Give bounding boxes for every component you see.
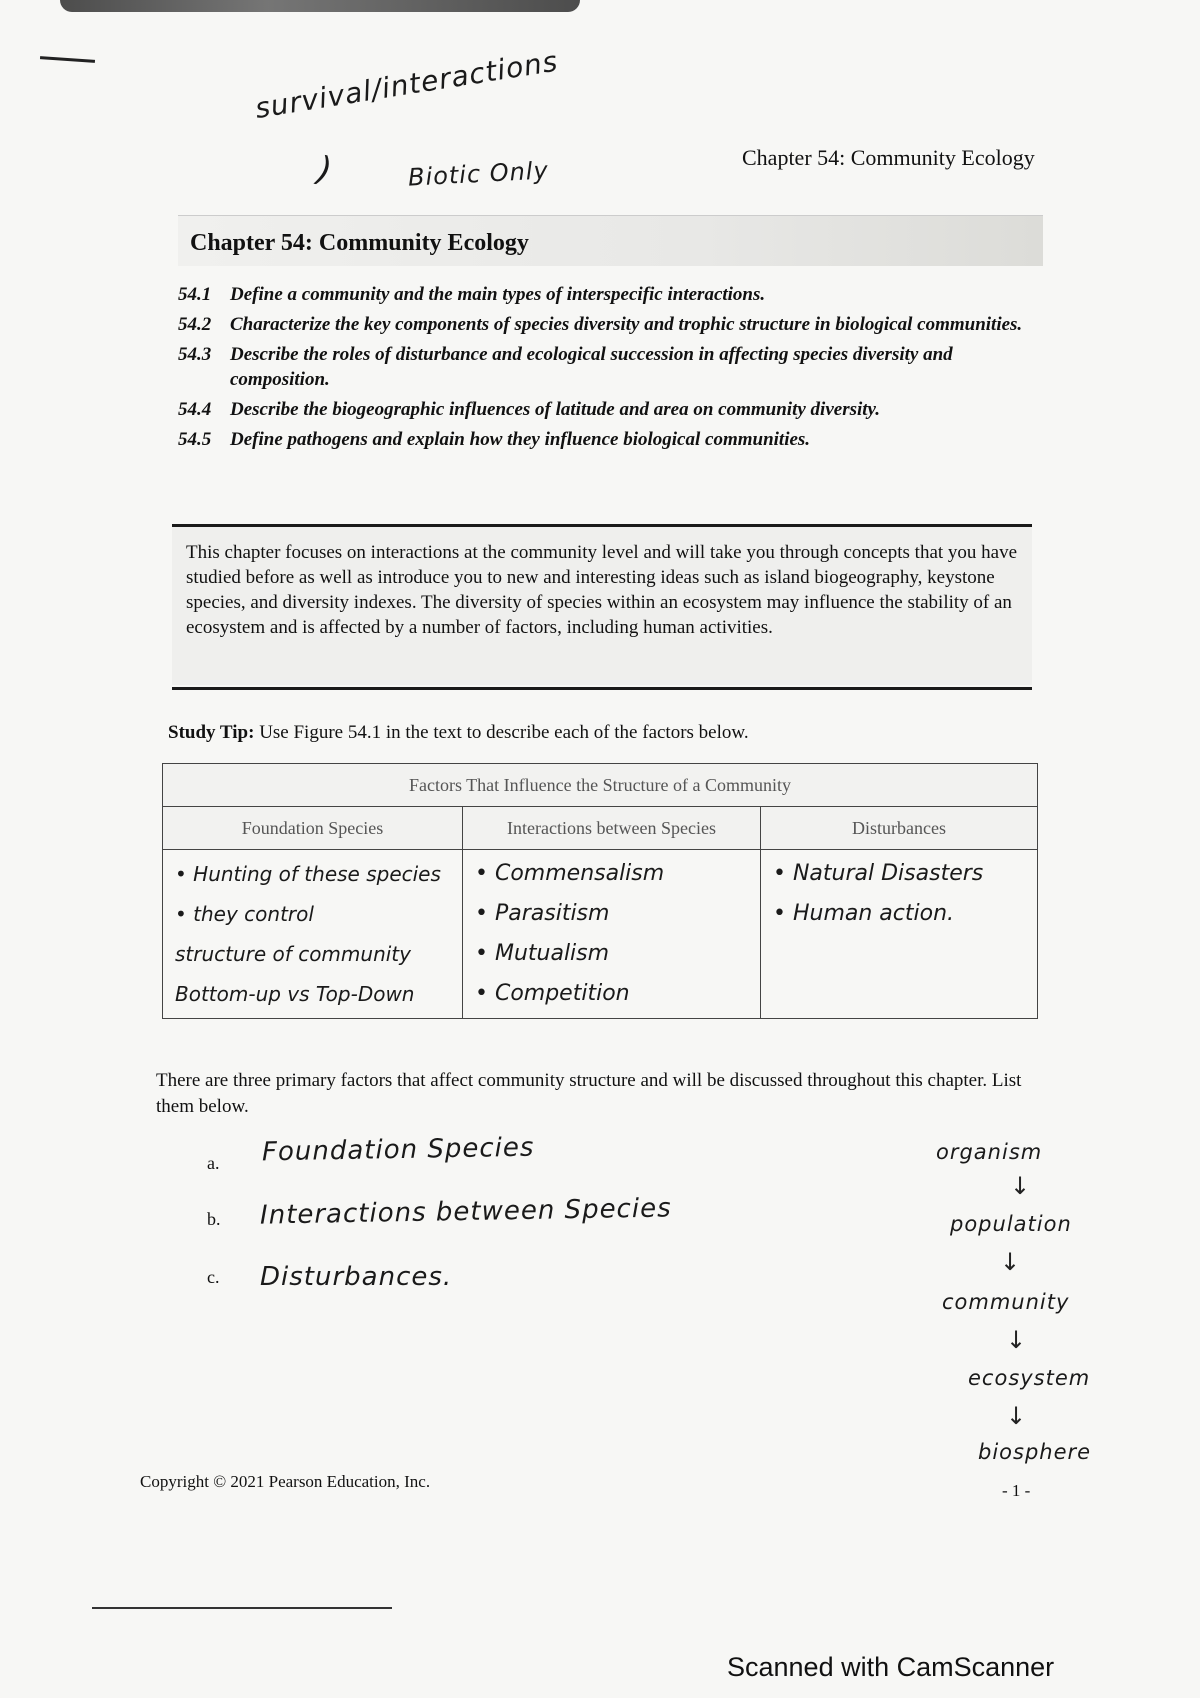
- down-arrow-icon: ↓: [1006, 1402, 1027, 1430]
- hierarchy-population: population: [950, 1212, 1072, 1236]
- objective-number: 54.1: [178, 284, 212, 305]
- objective-text: Define a community and the main types of interspecific interactions.: [230, 284, 766, 305]
- camscanner-watermark: Scanned with CamScanner: [727, 1652, 1055, 1682]
- objective-item: [178, 342, 1048, 392]
- handwritten-arrow-mark: ): [314, 149, 336, 191]
- objective-item: [178, 282, 1048, 307]
- intro-bottom-rule: [172, 687, 1032, 690]
- down-arrow-icon: ↓: [1010, 1172, 1031, 1200]
- column-header-foundation: Foundation Species: [163, 807, 463, 850]
- handwritten-answer: • Hunting of these species: [175, 862, 441, 886]
- list-letter-c: c.: [207, 1267, 220, 1287]
- handwritten-answer-a[interactable]: Foundation Species: [261, 1132, 535, 1168]
- handwritten-answer: • Mutualism: [475, 941, 610, 966]
- list-letter-b: b.: [207, 1209, 221, 1229]
- study-tip: [168, 722, 749, 744]
- objective-item: [178, 427, 1048, 452]
- column-header-disturbances: Disturbances: [761, 807, 1038, 850]
- handwritten-answer: • Competition: [475, 981, 630, 1006]
- objective-number: 54.4: [178, 399, 212, 420]
- corner-pen-mark: [40, 56, 95, 63]
- down-arrow-icon: ↓: [1000, 1248, 1021, 1276]
- learning-objectives: [178, 282, 1048, 457]
- objective-item: [178, 397, 1048, 422]
- handwritten-answer-c[interactable]: Disturbances.: [260, 1262, 453, 1292]
- handwritten-answer: • they control: [175, 902, 314, 926]
- objective-item: [178, 312, 1048, 337]
- study-tip-text: Use Figure 54.1 in the text to describe each of the factors below.: [259, 722, 749, 743]
- objective-number: 54.3: [178, 344, 212, 365]
- handwritten-answer: • Parasitism: [475, 901, 610, 926]
- handwritten-answer: Bottom-up vs Top-Down: [175, 982, 415, 1006]
- handwritten-answer: • Human action.: [773, 901, 955, 926]
- objective-number: 54.5: [178, 429, 212, 450]
- interactions-cell[interactable]: [463, 850, 761, 1019]
- page-number: - 1 -: [1002, 1481, 1031, 1500]
- handwritten-answer: structure of community: [175, 942, 411, 966]
- handwritten-top-note: survival/interactions: [252, 44, 561, 125]
- study-tip-label: Study Tip:: [168, 722, 255, 743]
- down-arrow-icon: ↓: [1006, 1326, 1027, 1354]
- column-header-interactions: Interactions between Species: [463, 807, 761, 850]
- chapter-intro-text: This chapter focuses on interactions at the community level and will take you through concepts that you have studied before as well as introduce you to new and interesting ideas such as island biogeography, keystone species, and diversity indexes. The diversity of species within an ecosystem may influence the stability of an ecosystem and is affected by a number of factors, including human activities.: [186, 542, 1018, 638]
- hierarchy-biosphere: biosphere: [978, 1440, 1092, 1464]
- bottom-pen-line: [92, 1607, 392, 1609]
- handwritten-answer: • Commensalism: [475, 861, 665, 886]
- objective-text: Define pathogens and explain how they influence biological communities.: [230, 429, 811, 450]
- hierarchy-ecosystem: ecosystem: [968, 1366, 1091, 1390]
- handwritten-biotic-note: Biotic Only: [407, 156, 550, 192]
- factors-table: [162, 763, 1038, 1019]
- objective-number: 54.2: [178, 314, 212, 335]
- scan-edge-artifact: [60, 0, 580, 12]
- chapter-title: Chapter 54: Community Ecology: [190, 230, 529, 256]
- handwritten-answer-b[interactable]: Interactions between Species: [259, 1193, 672, 1231]
- objective-text: Characterize the key components of species diversity and trophic structure in biological communities.: [230, 314, 1023, 335]
- objective-text: Describe the roles of disturbance and ecological succession in affecting species diversity and composition.: [230, 344, 953, 390]
- hierarchy-organism: organism: [936, 1140, 1043, 1164]
- factors-table-title: Factors That Influence the Structure of a Community: [163, 764, 1038, 807]
- copyright-notice: Copyright © 2021 Pearson Education, Inc.: [140, 1472, 431, 1491]
- objective-text: Describe the biogeographic influences of latitude and area on community diversity.: [230, 399, 881, 420]
- factors-question: There are three primary factors that affect community structure and will be discussed throughout this chapter. List them below.: [156, 1070, 1022, 1117]
- hierarchy-community: community: [942, 1290, 1070, 1314]
- foundation-species-cell[interactable]: [163, 850, 463, 1019]
- running-head: Chapter 54: Community Ecology: [742, 145, 1035, 170]
- handwritten-answer: • Natural Disasters: [773, 861, 984, 886]
- disturbances-cell[interactable]: [761, 850, 1038, 1019]
- list-letter-a: a.: [207, 1153, 220, 1173]
